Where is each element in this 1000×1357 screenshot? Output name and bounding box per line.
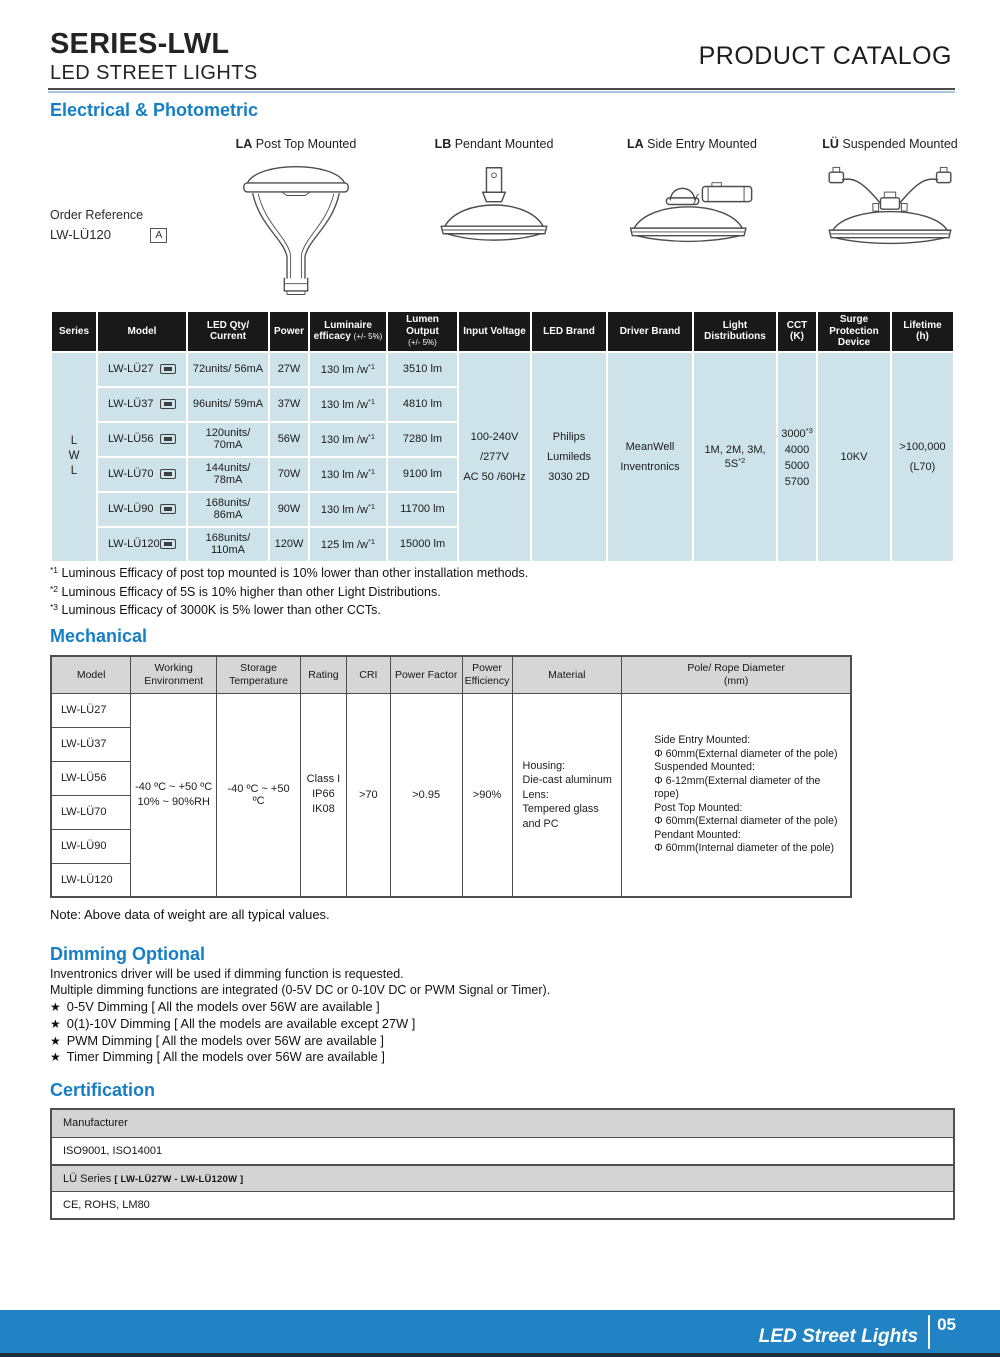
col-pole-rope-diameter: Pole/ Rope Diameter (mm) xyxy=(622,656,851,693)
light-distributions-cell: 1M, 2M, 3M, $5S^{*2}$ xyxy=(694,353,776,561)
col-efficacy: Luminaire efficacy (+/- 5%) xyxy=(310,312,386,351)
col-lumen-output: Lumen Output (+/- 5%) xyxy=(388,312,457,351)
mount-label: LA Side Entry Mounted xyxy=(627,137,757,151)
catalog-title: PRODUCT CATALOG xyxy=(698,42,952,70)
star-icon: ★ xyxy=(50,1000,61,1014)
efficacy-cell: 130 lm $/w^{*1}$ xyxy=(310,353,386,386)
col-led-qty: LED Qty/ Current xyxy=(188,312,268,351)
power-cell: 90W xyxy=(270,493,308,526)
section-heading-mechanical: Mechanical xyxy=(50,626,148,646)
star-icon: ★ xyxy=(50,1050,61,1065)
power-cell: 27W xyxy=(270,353,308,386)
power-factor-cell: >0.95 xyxy=(390,693,462,897)
mount-label: LA Post Top Mounted xyxy=(235,137,357,151)
col-lifetime: Lifetime (h) xyxy=(892,312,953,351)
cert-row-manufacturer: Manufacturer xyxy=(52,1110,953,1137)
dimming-bullet: ★ 0-5V Dimming [ All the models over 56W are available ] xyxy=(50,999,380,1014)
cert-row-ce: CE, ROHS, LM80 xyxy=(52,1191,953,1218)
lumen-cell: 7280 lm xyxy=(388,423,457,456)
star-icon: ★ xyxy=(50,1016,61,1031)
mount-figure-side-entry xyxy=(594,137,790,261)
order-reference xyxy=(50,206,167,245)
efficacy-cell: 130 lm $/w^{*1}$ xyxy=(310,458,386,491)
model-cell: LW-LÜ56 xyxy=(51,761,131,795)
luminaire-icon xyxy=(160,504,176,514)
model-cell: LW-LÜ27 xyxy=(51,693,131,727)
col-light-distributions: Light Distributions xyxy=(694,312,776,351)
lumen-cell: 9100 lm xyxy=(388,458,457,491)
electrical-photometric-table xyxy=(50,310,955,563)
footnotes xyxy=(50,563,528,619)
pole-rope-diameter-cell: Side Entry Mounted: Φ 60mm(External diameter of the pole) Suspended Mounted: Φ 6-12mm(External diameter of the rope) Post Top Mounted: Φ 60mm(External diameter of the pole) Pendant Mounted: Φ 60mm(Internal diameter of the pole) xyxy=(622,693,851,897)
dimming-bullet: ★ Timer Dimming [ All the models over 56W are available ] xyxy=(50,1049,385,1065)
certification-table xyxy=(50,1108,955,1220)
led-qty-cell: 120units/ 70mA xyxy=(188,423,268,456)
mech-row xyxy=(51,693,851,727)
col-power-factor: Power Factor xyxy=(390,656,462,693)
luminaire-icon xyxy=(160,539,176,549)
lumen-cell: 3510 lm xyxy=(388,353,457,386)
pendant-mounted-illustration xyxy=(428,165,560,261)
led-qty-cell: 168units/ 86mA xyxy=(188,493,268,526)
post-top-mounted-illustration xyxy=(233,151,359,303)
footer-bar xyxy=(0,1310,1000,1353)
mount-figure-pendant xyxy=(396,137,592,261)
input-voltage-cell: 100-240V /277V AC 50 /60Hz xyxy=(459,353,530,561)
section-heading-dimming: Dimming Optional xyxy=(50,944,205,964)
driver-brand-cell: MeanWell Inventronics xyxy=(608,353,692,561)
spec-header-row xyxy=(52,312,953,351)
lumen-cell: 15000 lm xyxy=(388,528,457,561)
footnote: $^{*1}$ Luminous Efficacy of post top mounted is 10% lower than other installation methods. xyxy=(50,565,529,580)
col-led-brand: LED Brand xyxy=(532,312,606,351)
col-cct: CCT (K) xyxy=(778,312,816,351)
power-efficiency-cell: >90% xyxy=(462,693,512,897)
model-cell: LW-LÜ37 xyxy=(98,388,186,421)
material-cell: Housing: Die-cast aluminum Lens: Tempered glass and PC xyxy=(512,693,622,897)
efficacy-cell: 130 lm $/w^{*1}$ xyxy=(310,493,386,526)
efficacy-cell: 125 lm $/w^{*1}$ xyxy=(310,528,386,561)
order-reference-value: LW-LÜ120 xyxy=(50,227,111,242)
led-brand-cell: Philips Lumileds 3030 2D xyxy=(532,353,606,561)
lumen-cell: 4810 lm xyxy=(388,388,457,421)
efficacy-cell: 130 lm $/w^{*1}$ xyxy=(310,388,386,421)
model-cell: LW-LÜ120 xyxy=(51,863,131,897)
col-cri: CRI xyxy=(346,656,390,693)
dimming-bullet: ★ 0(1)-10V Dimming [ All the models are available except 27W ] xyxy=(50,1015,416,1031)
luminaire-icon xyxy=(160,364,176,374)
power-cell: 120W xyxy=(270,528,308,561)
model-cell: LW-LÜ37 xyxy=(51,727,131,761)
mech-header-row xyxy=(51,656,851,693)
col-material: Material xyxy=(512,656,622,693)
model-cell: LW-LÜ56 xyxy=(98,423,186,456)
power-cell: 56W xyxy=(270,423,308,456)
col-series: Series xyxy=(52,312,96,351)
model-cell: LW-LÜ90 xyxy=(98,493,186,526)
model-cell: LW-LÜ27 xyxy=(98,353,186,386)
led-qty-cell: 168units/ 110mA xyxy=(188,528,268,561)
star-icon: ★ xyxy=(50,1033,61,1048)
suspended-mounted-illustration xyxy=(814,165,966,261)
luminaire-icon xyxy=(160,399,176,409)
header-rule-blue xyxy=(48,91,955,93)
col-model: Model xyxy=(98,312,186,351)
col-rating: Rating xyxy=(300,656,346,693)
power-cell: 70W xyxy=(270,458,308,491)
mount-label: LB Pendant Mounted xyxy=(434,137,554,151)
col-working-environment: Working Environment xyxy=(131,656,217,693)
rating-cell: Class I IP66 IK08 xyxy=(300,693,346,897)
model-cell: LW-LÜ70 xyxy=(51,795,131,829)
col-power-efficiency: Power Efficiency xyxy=(462,656,512,693)
series-cell: L W L xyxy=(52,353,96,561)
mount-label: LÜ Suspended Mounted xyxy=(822,137,958,151)
dimming-bullet-list xyxy=(50,999,415,1066)
led-qty-cell: 144units/ 78mA xyxy=(188,458,268,491)
cct-cell: 3000$^{*3}$ 4000 5000 5700 xyxy=(778,353,816,561)
model-cell: LW-LÜ70 xyxy=(98,458,186,491)
page-bottom-edge xyxy=(0,1353,1000,1357)
col-driver-brand: Driver Brand xyxy=(608,312,692,351)
footnote: $^{*2}$ Luminous Efficacy of 5S is 10% higher than other Light Distributions. xyxy=(50,583,441,599)
page-subtitle: LED STREET LIGHTS xyxy=(50,62,258,84)
surge-cell: 10KV xyxy=(818,353,890,561)
dimming-bullet: ★ PWM Dimming [ All the models over 56W are available ] xyxy=(50,1032,384,1048)
luminaire-icon xyxy=(160,434,176,444)
order-reference-badge: A xyxy=(150,228,167,243)
mount-figure-suspended xyxy=(792,137,988,261)
mechanical-table xyxy=(50,655,852,898)
lifetime-cell: >100,000 (L70) xyxy=(892,353,953,561)
section-heading-electrical: Electrical & Photometric xyxy=(50,100,259,120)
page-number: 05 xyxy=(937,1315,956,1334)
led-qty-cell: 72units/ 56mA xyxy=(188,353,268,386)
lumen-cell: 11700 lm xyxy=(388,493,457,526)
cert-row-series: LÜ Series [ LW-LÜ27W - LW-LÜ120W ] xyxy=(52,1164,953,1191)
page-title: SERIES-LWL xyxy=(50,28,230,60)
header-rule-dark xyxy=(48,88,955,90)
cert-row-iso: ISO9001, ISO14001 xyxy=(52,1137,953,1164)
power-cell: 37W xyxy=(270,388,308,421)
model-cell: LW-LÜ120 xyxy=(98,528,186,561)
col-power: Power xyxy=(270,312,308,351)
dimming-description: Inventronics driver will be used if dimming function is requested. Multiple dimming functions are integrated (0-5V DC or 0-10V DC or PWM Signal or Timer). xyxy=(50,967,551,997)
mount-figure-post-top xyxy=(198,137,394,303)
col-input-voltage: Input Voltage xyxy=(459,312,530,351)
cri-cell: >70 xyxy=(346,693,390,897)
led-qty-cell: 96units/ 59mA xyxy=(188,388,268,421)
footnote: $^{*3}$ Luminous Efficacy of 3000K is 5% lower than other CCTs. xyxy=(50,602,381,617)
side-entry-mounted-illustration xyxy=(621,165,763,261)
working-environment-cell: -40 ºC ~ +50 ºC 10% ~ 90%RH xyxy=(131,693,217,897)
efficacy-cell: 130 lm $/w^{*1}$ xyxy=(310,423,386,456)
col-surge: Surge Protection Device xyxy=(818,312,890,351)
weight-note: Note: Above data of weight are all typical values. xyxy=(50,907,330,922)
section-heading-certification: Certification xyxy=(50,1080,156,1100)
col-model: Model xyxy=(51,656,131,693)
spec-row xyxy=(52,353,953,386)
footer-title: LED Street Lights xyxy=(758,1325,919,1347)
luminaire-icon xyxy=(160,469,176,479)
storage-temperature-cell: -40 ºC ~ +50 ºC xyxy=(217,693,301,897)
col-storage-temperature: Storage Temperature xyxy=(217,656,301,693)
order-reference-label: Order Reference xyxy=(50,208,144,222)
model-cell: LW-LÜ90 xyxy=(51,829,131,863)
footer-divider xyxy=(928,1315,930,1349)
